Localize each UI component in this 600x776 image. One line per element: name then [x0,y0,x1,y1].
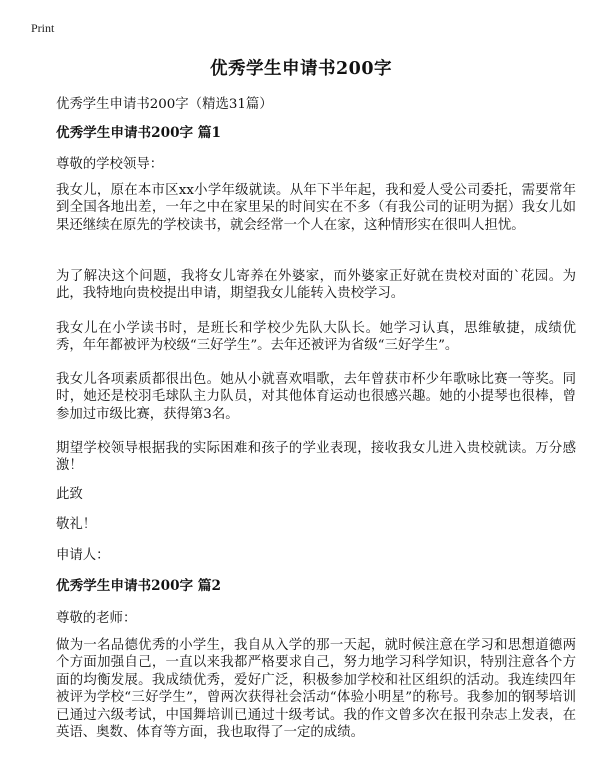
signature-line: 申请人： [56,548,110,563]
section-heading-1: 优秀学生申请书200字 篇1 [56,125,221,141]
section-heading-2: 优秀学生申请书200字 篇2 [56,578,221,594]
paragraph: 做为一名品德优秀的小学生，我自从入学的那一天起，就时候注意在学习和思想道德两个方面加强自己，一直以来我都严格要求自己，努力地学习科学知识，特别注意各个方面的均衡发展。我成绩优秀，爱好广泛，积极参加学校和社区组织的活动。我连续四年被评为学校“三好学生”，曾两次获得社会活动“体验小明星”的称号。我参加的钢琴培训已通过六级考试，中国舞培训已通过十级考试。我的作文曾多次在报刊杂志上发表，在英语、奥数、体育等方面，我也取得了一定的成绩。 [56,638,576,741]
closing-line: 此致 [56,487,83,502]
document-subtitle: 优秀学生申请书200字（精选31篇） [56,97,273,112]
print-link[interactable]: Print [31,21,55,35]
paragraph: 我女儿各项素质都很出色。她从小就喜欢唱歌，去年曾获市杯少年歌咏比赛一等奖。同时，她还是校羽毛球队主力队员，对其他体育运动也很感兴趣。她的小提琴也很棒，曾参加过市级比赛，获得第3名。 [56,372,576,422]
salutation-1: 尊敬的学校领导： [56,157,164,172]
document-title: 优秀学生申请书200字 [209,59,393,79]
paragraph: 我女儿在小学读书时，是班长和学校少先队大队长。她学习认真，思维敏捷，成绩优秀，年年都被评为校级“三好学生”。去年还被评为省级“三好学生”。 [56,321,576,354]
paragraph: 为了解决这个问题，我将女儿寄养在外婆家，而外婆家正好就在贵校对面的`花园。为此，我特地向贵校提出申请，期望我女儿能转入贵校学习。 [56,269,576,302]
salutation-2: 尊敬的老师： [56,611,137,626]
paragraph: 期望学校领导根据我的实际困难和孩子的学业表现，接收我女儿进入贵校就读。万分感激！ [56,441,576,474]
paragraph: 我女儿，原在本市区xx小学年级就读。从年下半年起，我和爱人受公司委托，需要常年到全国各地出差，一年之中在家里呆的时间实在不多（有我公司的证明为据）我女儿如果还继续在原先的学校读书，就会经常一个人在家，这种情形实在很叫人担忧。 [56,183,576,233]
closing-line: 敬礼！ [56,517,97,532]
